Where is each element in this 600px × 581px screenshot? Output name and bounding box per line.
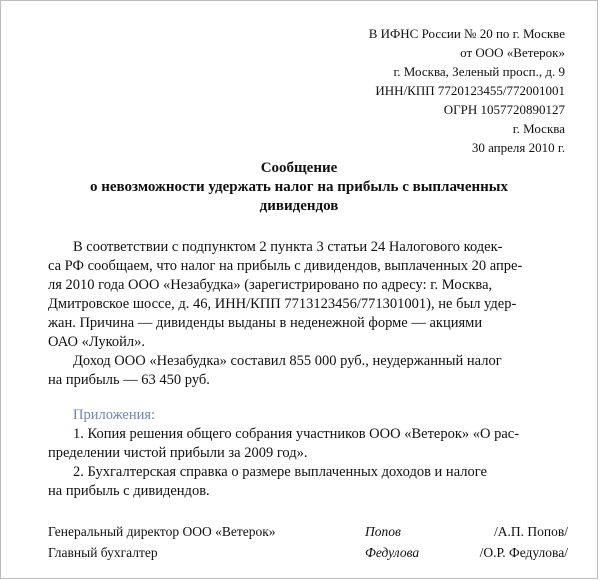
title-line-1: Сообщение [260,160,338,176]
addressee-block [369,24,565,157]
text-line: Доход ООО «Незабудка» составил 855 000 руб., неудержанный налог [73,353,502,369]
text-line: на прибыль — 63 450 руб. [48,372,210,388]
text-line: жан. Причина — дивиденды выданы в неденежной форме — акциями [48,315,483,331]
text-line: на прибыль с дивидендов. [48,483,210,499]
text-line: 2. Бухгалтерская справка о размере выплаченных доходов и налоге [73,464,487,480]
text-line: ля 2010 года ООО «Незабудка» (зарегистрировано по адресу: г. Москва, [48,277,493,293]
text-line: ОАО «Лукойл». [48,334,145,350]
sender-inn-kpp: ИНН/КПП 7720123455/772001001 [375,83,565,98]
sender-address: г. Москва, Зеленый просп., д. 9 [393,64,565,79]
paragraph-amounts [48,352,568,390]
text-line: са РФ сообщаем, что налог на прибыль с дивидендов, выплаченных 20 апре- [48,258,523,274]
attachments-heading: Приложения: [73,407,156,423]
document-title [31,159,567,216]
text-line: Дмитровское шоссе, д. 46, ИНН/КПП 7713123456/771301001), не был удер- [48,296,517,312]
title-line-3: дивидендов [259,198,339,214]
sender-ogrn: ОГРН 1057720890127 [443,102,565,117]
attachments-section [48,406,568,501]
sender-line: от ООО «Ветерок» [460,45,565,60]
text-line: В соответствии с подпунктом 2 пункта 3 статьи 24 Налогового кодек- [73,239,503,255]
document-date: 30 апреля 2010 г. [471,140,565,155]
document-city: г. Москва [512,121,565,136]
text-line: пределении чистой прибыли за 2009 год». [48,445,308,461]
signer-name: /О.Р. Федулова/ [479,545,568,560]
signer-name: /А.П. Попов/ [494,524,568,539]
title-line-2: о невозможности удержать налог на прибыль с выплаченных [89,179,508,195]
signer-role: Генеральный директор ООО «Ветерок» [48,524,276,539]
attachment-item [48,463,568,501]
addressee-line: В ИФНС России № 20 по г. Москве [368,26,565,41]
document-body [48,238,568,390]
signature: Федулова [365,545,420,560]
text-line: 1. Копия решения общего собрания участников ООО «Ветерок» «О рас- [73,426,520,442]
attachment-item [48,425,568,463]
signature: Попов [365,524,401,539]
signer-role: Главный бухгалтер [48,545,158,560]
paragraph-reason [48,238,568,352]
